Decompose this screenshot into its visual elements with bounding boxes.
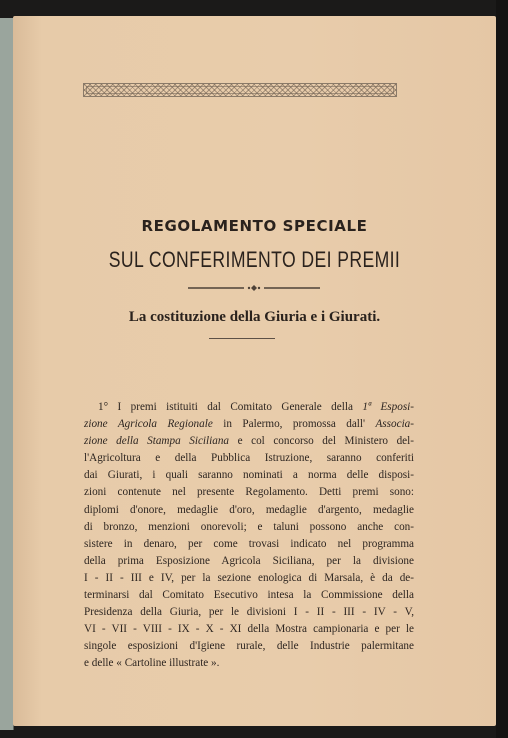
body-text-segment: singole esposizioni d'Igiene rurale, delle Industrie palermitane — [84, 640, 414, 653]
body-line — [84, 450, 414, 467]
body-line — [84, 416, 414, 433]
title-line-2: SUL CONFERIMENTO DEI PREMII — [108, 247, 401, 272]
body-line — [84, 638, 414, 655]
body-text-segment: l'Agricoltura e della Pubblica Istruzione, saranno conferiti — [84, 452, 414, 465]
body-italic-segment: Associa- — [375, 418, 414, 431]
body-italic-segment: zione Agricola Regionale — [84, 418, 213, 431]
body-text-segment: I - II - III e IV, per la sezione enologica di Marsala, è da de- — [84, 571, 414, 584]
decorative-border-band — [83, 83, 397, 97]
title-line-1: REGOLAMENTO SPECIALE — [141, 217, 368, 235]
right-shadow-edge — [496, 0, 508, 738]
body-line — [84, 467, 414, 484]
body-line — [84, 621, 414, 638]
body-line — [84, 536, 414, 553]
body-text-segment: Presidenza della Giuria, per le divisioni I - II - III - IV - V, — [84, 606, 414, 619]
body-text-segment: dai Giurati, i quali saranno nominati a norma delle disposi- — [84, 469, 414, 482]
body-line — [84, 655, 414, 672]
body-text-segment: e delle « Cartoline illustrate ». — [84, 657, 220, 670]
body-line — [84, 519, 414, 536]
body-line — [84, 433, 414, 450]
body-text-segment: zioni contenute nel presente Regolamento. Detti premi sono: — [84, 486, 414, 499]
body-text-segment: terminarsi dal Comitato Esecutivo intesa la Commissione della — [84, 589, 414, 602]
adjacent-page-edge — [0, 18, 14, 730]
body-paragraph — [84, 399, 414, 673]
body-text-segment: della prima Esposizione Agricola Siciliana, per la divisione — [84, 554, 414, 567]
body-italic-segment: zione della Stampa Siciliana — [84, 435, 230, 448]
body-text-segment: di bronzo, menzioni onorevoli; e taluni possono anche con- — [84, 520, 414, 533]
body-line — [84, 502, 414, 519]
body-text-segment: in Palermo, promossa dall' — [212, 418, 376, 431]
body-text-segment: sistere in denaro, per come trovasi indicato nel programma — [84, 537, 414, 550]
body-italic-segment: 1ª Esposi- — [362, 401, 415, 413]
document-page — [13, 16, 496, 726]
section-subtitle: La costituzione della Giuria e i Giurati. — [128, 309, 381, 325]
body-line — [84, 484, 414, 501]
body-text-segment: VI - VII - VIII - IX - X - XI della Mostra campionaria e per le — [84, 623, 414, 636]
body-line — [84, 570, 414, 587]
body-text-segment: e col concorso del Ministero del- — [229, 435, 414, 448]
body-text-segment: diplomi d'onore, medaglie d'oro, medaglie d'argento, medaglie — [84, 503, 414, 516]
body-line — [84, 553, 414, 570]
subtitle-rule — [209, 338, 275, 339]
body-line — [84, 604, 414, 621]
body-line — [84, 587, 414, 604]
title-flourish-divider — [188, 285, 320, 291]
body-line — [84, 399, 414, 416]
body-text-segment: 1° I premi istituiti dal Comitato Generale della — [98, 401, 363, 413]
